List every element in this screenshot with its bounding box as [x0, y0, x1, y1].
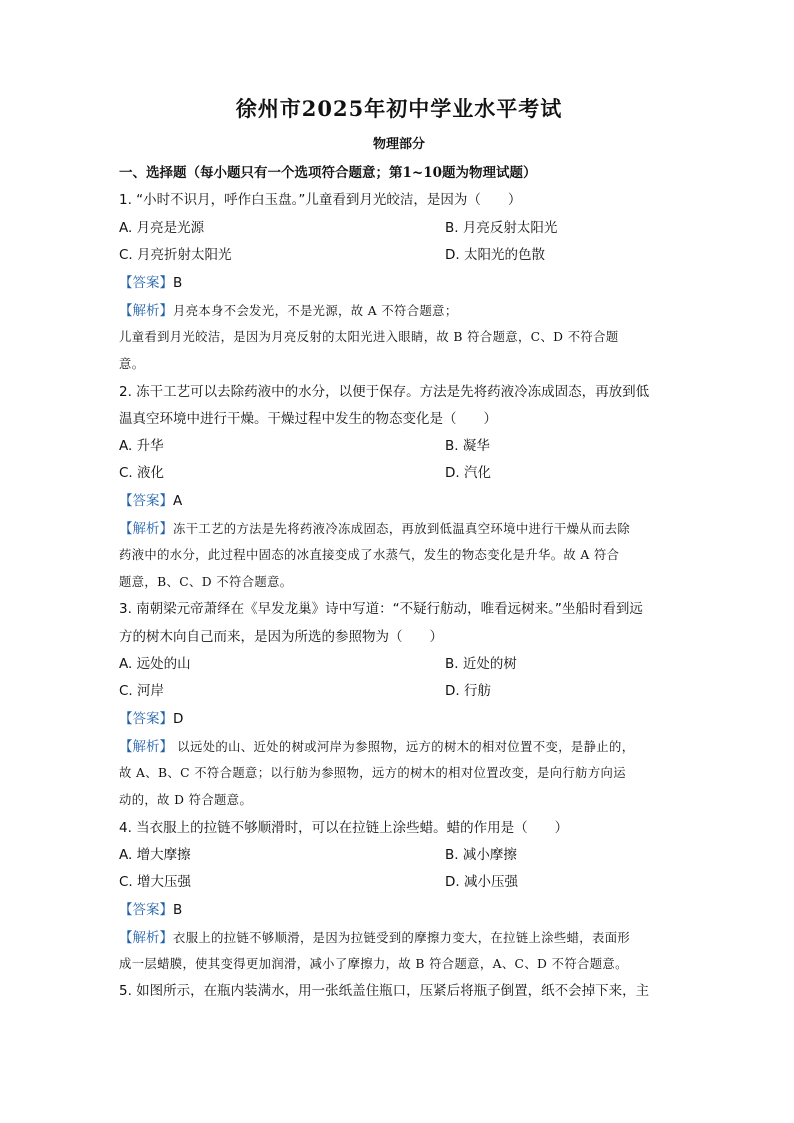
- question-2-answer: [119, 490, 182, 511]
- answer-label: 【答案】: [119, 711, 173, 727]
- answer-value: D: [173, 711, 184, 727]
- answer-value: B: [173, 275, 183, 291]
- question-3-option-b: B. 近处的树: [445, 656, 517, 672]
- question-3-stem: 3. 南朝梁元帝萧绎在《早发龙巢》诗中写道：“不疑行舫动，唯看远树来。”坐船时看到远: [119, 601, 643, 617]
- question-2-stem: 2. 冻干工艺可以去除药液中的水分，以便于保存。方法是先将药液冷冻成固态，再放到低: [119, 384, 650, 400]
- question-4-option-b: B. 减小摩擦: [445, 847, 517, 863]
- question-4-stem: 4. 当衣服上的拉链不够顺滑时，可以在拉链上涂些蜡。蜡的作用是（ ）: [119, 820, 569, 836]
- answer-value: A: [173, 493, 183, 509]
- analysis-text: 月亮本身不会发光，不是光源，故 A 不符合题意；: [173, 304, 458, 318]
- question-2-analysis-line: 题意，B、C、D 不符合题意。: [119, 575, 293, 589]
- analysis-label: 【解析】: [119, 930, 173, 946]
- question-1-answer: [119, 272, 182, 293]
- question-4-option-d: D. 减小压强: [445, 874, 518, 890]
- answer-label: 【答案】: [119, 902, 173, 918]
- question-2-analysis-line: 药液中的水分，此过程中固态的冰直接变成了水蒸气，发生的物态变化是升华。故 A 符合: [119, 548, 620, 562]
- section-heading: 一、选择题（每小题只有一个选项符合题意；第1~10题为物理试题）: [119, 165, 537, 181]
- question-2-option-a: A. 升华: [119, 438, 164, 454]
- question-3-option-d: D. 行舫: [445, 683, 491, 699]
- question-3-stem: 方的树木向自己而来，是因为所选的参照物为（ ）: [119, 629, 443, 645]
- question-4-option-a: A. 增大摩擦: [119, 847, 191, 863]
- answer-label: 【答案】: [119, 493, 173, 509]
- question-1-option-a: A. 月亮是光源: [119, 220, 205, 236]
- analysis-text: 以远处的山、近处的树或河岸为参照物，远方的树木的相对位置不变，是静止的，: [173, 740, 635, 754]
- question-2-option-d: D. 汽化: [445, 465, 491, 481]
- question-1-option-b: B. 月亮反射太阳光: [445, 220, 558, 236]
- question-5-stem: 5. 如图所示，在瓶内装满水，用一张纸盖住瓶口，压紧后将瓶子倒置，纸不会掉下来，主: [119, 983, 650, 999]
- analysis-label: 【解析】: [119, 739, 173, 755]
- analysis-text: 衣服上的拉链不够顺滑，是因为拉链受到的摩擦力变大，在拉链上涂些蜡，表面形: [173, 931, 631, 945]
- question-4-analysis-line: [119, 927, 630, 948]
- question-3-option-c: C. 河岸: [119, 683, 165, 699]
- question-1-stem: 1. “小时不识月，呼作白玉盘。”儿童看到月光皎洁，是因为（ ）: [119, 192, 522, 208]
- question-3-option-a: A. 远处的山: [119, 656, 191, 672]
- question-2-option-c: C. 液化: [119, 465, 165, 481]
- exam-subtitle: 物理部分: [372, 137, 425, 152]
- question-1-option-d: D. 太阳光的色散: [445, 247, 545, 263]
- analysis-label: 【解析】: [119, 521, 173, 537]
- question-3-answer: [119, 708, 183, 729]
- question-3-analysis-line: [119, 736, 634, 757]
- exam-title: 徐州市2025年初中学业水平考试: [235, 96, 563, 121]
- question-4-answer: [119, 899, 182, 920]
- question-4-option-c: C. 增大压强: [119, 874, 192, 890]
- question-1-analysis-line: 儿童看到月光皎洁，是因为月亮反射的太阳光进入眼睛，故 B 符合题意，C、D 不符合题: [119, 330, 619, 344]
- question-1-analysis-line: [119, 300, 458, 321]
- analysis-label: 【解析】: [119, 303, 173, 319]
- answer-value: B: [173, 902, 183, 918]
- question-2-option-b: B. 凝华: [445, 438, 490, 454]
- question-4-analysis-line: 成一层蜡膜，使其变得更加润滑，减小了摩擦力，故 B 符合题意，A、C、D 不符合题意。: [119, 957, 628, 971]
- analysis-text: 冻干工艺的方法是先将药液冷冻成固态，再放到低温真空环境中进行干燥从而去除: [173, 522, 631, 536]
- question-2-stem: 温真空环境中进行干燥。干燥过程中发生的物态变化是（ ）: [119, 411, 497, 427]
- question-1-option-c: C. 月亮折射太阳光: [119, 247, 232, 263]
- question-2-analysis-line: [119, 518, 630, 539]
- question-1-analysis-line: 意。: [119, 357, 145, 371]
- question-3-analysis-line: 动的，故 D 符合题意。: [119, 793, 253, 807]
- question-3-analysis-line: 故 A、B、C 不符合题意；以行舫为参照物，远方的树木的相对位置改变，是向行舫方向运: [119, 766, 626, 780]
- answer-label: 【答案】: [119, 275, 173, 291]
